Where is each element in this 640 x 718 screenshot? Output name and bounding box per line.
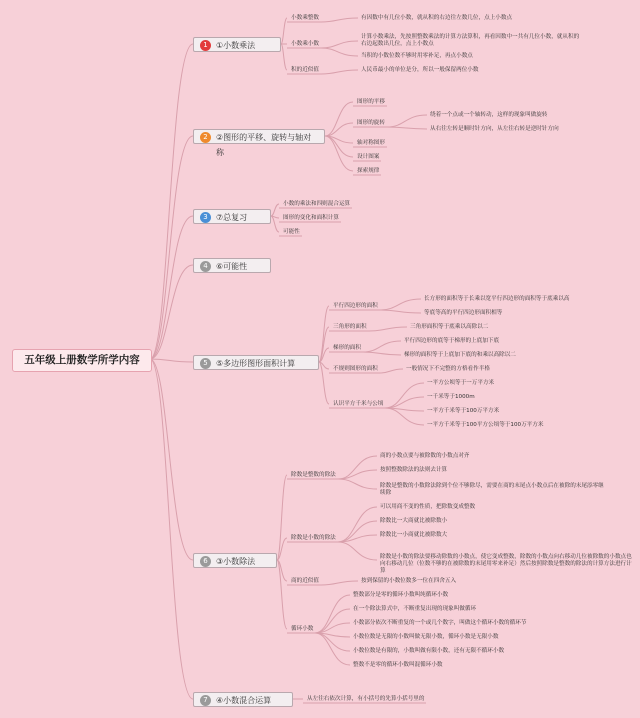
detail-text[interactable]: 可以用商不变的性质，把除数变成整数 bbox=[380, 503, 476, 510]
number-badge-icon: 4 bbox=[200, 261, 211, 272]
detail-text[interactable]: 除数是小数的除法要移动除数的小数点，使它变成整数，除数的小数点向右移动几位被除数的小数点也向右移动几位（位数不够的在被除数的末尾用零来补足）然后按照除数是整数的除法的计算方法进行计算 bbox=[380, 553, 632, 574]
topic-node-7[interactable] bbox=[193, 692, 293, 707]
topic-label: ④小数混合运算 bbox=[216, 695, 272, 705]
detail-text[interactable]: 小数位数是有限的，小数叫做有限小数，还有无限不循环小数 bbox=[353, 647, 505, 654]
detail-text[interactable]: 按照整数除法的法则去计算 bbox=[380, 466, 448, 473]
detail-text[interactable]: 在一个除法算式中，不断重复出现的现象叫做循环 bbox=[353, 605, 477, 612]
child-label[interactable]: 三角形的面积 bbox=[333, 323, 367, 330]
connector-child-detail bbox=[338, 521, 377, 542]
connector-child-detail bbox=[387, 127, 427, 129]
detail-text[interactable]: 除数比一小商就比被除数大 bbox=[380, 531, 448, 538]
connector-child-detail bbox=[387, 115, 427, 127]
topic-node-6[interactable] bbox=[193, 553, 277, 568]
connector-child-detail bbox=[338, 479, 377, 489]
connector-child-detail bbox=[321, 48, 358, 56]
detail-text[interactable]: 长方形的面积等于长乘以宽平行四边形的面积等于底乘以高 bbox=[424, 295, 570, 302]
child-label[interactable]: 图形的变化和面积计算 bbox=[283, 214, 339, 221]
number-badge-icon: 7 bbox=[200, 695, 211, 706]
child-label[interactable]: 图形的旋转 bbox=[357, 119, 385, 126]
connector-child-detail bbox=[338, 542, 377, 560]
connector-child-detail bbox=[321, 70, 358, 74]
detail-text[interactable]: 除数比一大商就比被除数小 bbox=[380, 517, 448, 524]
child-label[interactable]: 梯形的面积 bbox=[333, 344, 361, 351]
child-label[interactable]: 平行四边形的面积 bbox=[333, 302, 378, 309]
child-label[interactable]: 从左往右依次计算，有小括号的先算小括号里的 bbox=[307, 695, 425, 702]
detail-text[interactable]: 小数位数是无限的小数叫做无限小数，循环小数是无限小数 bbox=[353, 633, 499, 640]
child-label[interactable]: 设计图案 bbox=[357, 153, 380, 160]
connector-child-detail bbox=[385, 397, 424, 408]
child-label[interactable]: 认识平方千米与公顷 bbox=[333, 400, 384, 407]
child-label[interactable]: 小数乘小数 bbox=[291, 40, 319, 47]
child-label[interactable]: 探索规律 bbox=[357, 167, 380, 174]
detail-text[interactable]: 一平方千米等于100平方公顷等于100万平方米 bbox=[427, 421, 544, 428]
topic-label: ①小数乘法 bbox=[216, 40, 256, 50]
connector-topic-child bbox=[325, 102, 353, 136]
child-label[interactable]: 不规则图形的面积 bbox=[333, 365, 378, 372]
child-label[interactable]: 商的近似值 bbox=[291, 577, 319, 584]
detail-text[interactable]: 从右往左转是顺时针方向，从左往右转是逆时针方向 bbox=[430, 125, 559, 132]
child-label[interactable]: 除数是小数的除法 bbox=[291, 534, 336, 541]
detail-text[interactable]: 平行四边形的底等于梯形的上底加下底 bbox=[404, 337, 500, 344]
connector-root-topic-3 bbox=[150, 216, 193, 359]
detail-text[interactable]: 整数部分是零的循环小数叫纯循环小数 bbox=[353, 591, 449, 598]
child-label[interactable]: 可能性 bbox=[283, 228, 300, 235]
connector-topic-child bbox=[271, 204, 279, 216]
topic-node-2[interactable] bbox=[193, 129, 325, 157]
topic-node-3[interactable] bbox=[193, 209, 271, 224]
detail-text[interactable]: 有因数中有几位小数，就从积的右边往左数几位，点上小数点 bbox=[361, 14, 513, 21]
connector-root-topic-6 bbox=[150, 359, 193, 560]
detail-text[interactable]: 三角形面积等于底乘以高除以二 bbox=[410, 323, 489, 330]
detail-text[interactable]: 按到保留的小数位数多一位在四舍五入 bbox=[361, 577, 457, 584]
connector-child-detail bbox=[363, 352, 401, 355]
detail-text[interactable]: 整数不是零的循环小数叫混循环小数 bbox=[353, 661, 443, 668]
root-node[interactable]: 五年级上册数学所学内容 bbox=[12, 349, 152, 372]
connector-child-detail bbox=[321, 18, 358, 22]
number-badge-icon: 1 bbox=[200, 40, 211, 51]
detail-text[interactable]: 等底等高的平行四边形面积相等 bbox=[424, 309, 503, 316]
detail-text[interactable]: 一平方千米等于100万平方米 bbox=[427, 407, 500, 414]
connector-child-detail bbox=[380, 369, 403, 373]
connector-child-detail bbox=[338, 507, 377, 542]
connector-child-detail bbox=[321, 41, 358, 48]
topic-node-1[interactable] bbox=[193, 37, 281, 52]
child-label[interactable]: 循环小数 bbox=[291, 625, 314, 632]
topic-label: ⑦总复习 bbox=[216, 212, 248, 222]
connector-root-topic-2 bbox=[150, 136, 193, 359]
connector-child-detail bbox=[315, 633, 350, 665]
number-badge-icon: 3 bbox=[200, 212, 211, 223]
child-label[interactable]: 图形的平移 bbox=[357, 98, 385, 105]
detail-text[interactable]: 梯形的面积等于上底加下底的和乘以高除以二 bbox=[404, 351, 516, 358]
detail-text[interactable]: 一平方公顷等于一万平方米 bbox=[427, 379, 495, 386]
connector-child-detail bbox=[369, 327, 407, 331]
number-badge-icon: 5 bbox=[200, 358, 211, 369]
connector-topic-child bbox=[325, 136, 353, 157]
number-badge-icon: 2 bbox=[200, 132, 211, 143]
connector-child-detail bbox=[338, 456, 377, 479]
connector-child-detail bbox=[315, 609, 350, 633]
connector-topic-child bbox=[281, 44, 287, 70]
detail-text[interactable]: 计算小数乘法，先按照整数乘法的计算方法算积，再看因数中一共有几位小数，就从积的右边起数出几位，点上小数点 bbox=[361, 33, 580, 47]
connector-child-detail bbox=[321, 581, 358, 585]
connector-root-topic-1 bbox=[150, 44, 193, 359]
topic-node-4[interactable] bbox=[193, 258, 271, 273]
topic-label: ⑥可能性 bbox=[216, 261, 248, 271]
child-label[interactable]: 积的近似值 bbox=[291, 66, 319, 73]
detail-text[interactable]: 小数部分依次不断重复的一个或几个数字，叫做这个循环小数的循环节 bbox=[353, 619, 527, 626]
child-label[interactable]: 轴对称图形 bbox=[357, 139, 385, 146]
detail-text[interactable]: 人民币最小的单位是分，所以一般保留两位小数 bbox=[361, 66, 479, 73]
connector-topic-child bbox=[325, 136, 353, 171]
topic-node-5[interactable] bbox=[193, 355, 319, 370]
connector-child-detail bbox=[385, 383, 424, 408]
detail-text[interactable]: 一般情况下不完整的方格看作半格 bbox=[406, 365, 490, 372]
connector-root-topic-7 bbox=[150, 359, 193, 699]
detail-text[interactable]: 商的小数点要与被除数的小数点对齐 bbox=[380, 452, 470, 459]
detail-text[interactable]: 除数是整数的小数除法除到个位不够除尽，需要在商的末尾点小数点后在被除的末尾添零继续除 bbox=[380, 482, 604, 496]
connector-child-detail bbox=[363, 341, 401, 352]
connector-topic-child bbox=[281, 18, 287, 44]
detail-text[interactable]: 一千米等于1000m bbox=[427, 393, 475, 400]
topic-label: ③小数除法 bbox=[216, 556, 256, 566]
connector-child-detail bbox=[380, 310, 421, 313]
child-label[interactable]: 小数的乘法和四则混合运算 bbox=[283, 200, 351, 207]
child-label[interactable]: 除数是整数的除法 bbox=[291, 471, 336, 478]
connector-root-topic-5 bbox=[150, 359, 193, 362]
connector-child-detail bbox=[380, 299, 421, 310]
number-badge-icon: 6 bbox=[200, 556, 211, 567]
detail-text[interactable]: 当积的小数位数不够时用零补足，再点小数点 bbox=[361, 52, 473, 59]
child-label[interactable]: 小数乘整数 bbox=[291, 14, 319, 21]
detail-text[interactable]: 绕着一个点或一个轴转动，这样的现象叫做旋转 bbox=[430, 111, 548, 118]
topic-label: ⑤多边形图形面积计算 bbox=[216, 358, 296, 368]
topic-label: ②图形的平移、旋转与轴对称 bbox=[216, 132, 312, 157]
